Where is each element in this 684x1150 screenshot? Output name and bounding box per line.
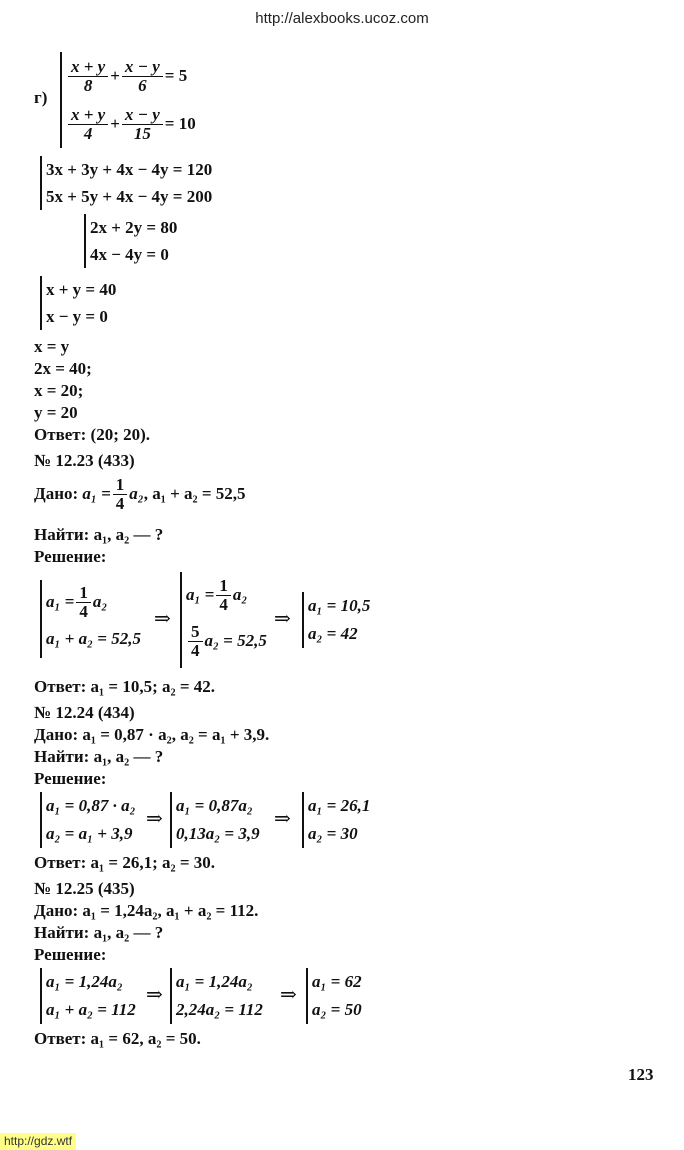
page-number: 123	[628, 1065, 654, 1084]
answer: Ответ: a₁ = 26,1; a₂ = 30.	[34, 853, 216, 872]
site-url: http://alexbooks.ucoz.com	[255, 10, 429, 27]
system-1-row-2: $\frac{x + y}{4}$ + $\frac{x - y}{15}$ = 10	[66, 100, 196, 148]
implies-arrow: ⇒	[274, 608, 291, 630]
system-row: 3x + 3y + 4x − 4y = 120	[46, 160, 213, 179]
answer: Ответ: a₁ = 10,5; a₂ = 42.	[34, 677, 216, 696]
part-label: г)	[34, 88, 48, 107]
given-term: a₂	[129, 484, 144, 503]
find-line: Найти: a₁, a₂ — ?	[34, 923, 164, 942]
equation-lhs: a₁ =	[46, 592, 75, 611]
fraction-numerator: 5	[188, 623, 203, 642]
problem-title: № 12.24 (434)	[34, 703, 135, 722]
implies-arrow: ⇒	[146, 808, 163, 830]
system-1-row-1: $\frac{x + y}{8}$ + $\frac{x - y}{6}$ = 5	[66, 52, 196, 100]
solution-line: x = 20;	[34, 381, 84, 400]
fraction-numerator: x + y	[68, 58, 108, 77]
given-line	[34, 472, 246, 516]
implies-arrow: ⇒	[154, 608, 171, 630]
system-row: x + y = 40	[46, 280, 117, 299]
system-1224-2	[170, 792, 260, 848]
system-row: 0,13a₂ = 3,9	[176, 824, 260, 843]
equation-term: a₂	[232, 585, 248, 604]
fraction-denominator: 6	[138, 75, 147, 95]
fraction-numerator: 1	[76, 584, 91, 603]
system-row: a₂ = 50	[312, 1000, 362, 1019]
solution-label: Решение:	[34, 547, 107, 566]
find-line: Найти: a₁, a₂ — ?	[34, 747, 164, 766]
watermark-link[interactable]: http://gdz.wtf	[0, 1133, 76, 1150]
system-row: a₂ = 42	[308, 624, 358, 643]
fraction-numerator: x − y	[122, 106, 163, 125]
system-row: a₁ + a₂ = 52,5	[46, 629, 141, 648]
given-label: Дано:	[34, 484, 79, 503]
fraction-numerator: 1	[216, 577, 231, 596]
system-row: a₁ = 1,24a₂	[46, 972, 123, 991]
solution-line: y = 20	[34, 403, 78, 422]
system-row: a₁ = 26,1	[308, 796, 371, 815]
system-1223-3	[302, 592, 370, 648]
equation-lhs: a₁ =	[186, 585, 215, 604]
fraction-denominator: 8	[83, 75, 93, 95]
system-4	[40, 276, 116, 330]
system-row: x − y = 0	[46, 307, 108, 326]
given-line: Дано: a₁ = 0,87 · a₂, a₂ = a₁ + 3,9.	[34, 725, 270, 744]
system-row: 2x + 2y = 80	[90, 218, 178, 237]
equation-rhs: = 10	[164, 114, 196, 133]
fraction-numerator: 1	[113, 476, 128, 495]
system-1225-3	[306, 968, 362, 1024]
system-1224-3	[302, 792, 370, 848]
system-row: 4x − 4y = 0	[90, 245, 169, 264]
system-row: a₁ + a₂ = 112	[46, 1000, 136, 1019]
system-1223-2	[180, 572, 267, 668]
system-1	[60, 52, 196, 148]
system-1225-2	[170, 968, 263, 1024]
system-row: 5x + 5y + 4x − 4y = 200	[46, 187, 213, 206]
system-1225-1	[40, 968, 136, 1024]
problem-title: № 12.23 (433)	[34, 451, 135, 470]
fraction-denominator: 4	[115, 493, 125, 513]
system-row	[46, 580, 141, 624]
fraction-numerator: x + y	[68, 106, 108, 125]
system-2	[40, 156, 212, 210]
fraction-denominator: 4	[79, 601, 88, 621]
system-1224-1	[40, 792, 136, 848]
fraction-numerator: x − y	[122, 58, 163, 77]
system-3	[84, 214, 177, 268]
answer: Ответ: a₁ = 62, a₂ = 50.	[34, 1029, 201, 1048]
system-row: a₁ = 0,87 · a₂	[46, 796, 136, 815]
equation-term: a₂	[92, 592, 108, 611]
solution-label: Решение:	[34, 769, 107, 788]
find-line: Найти: a₁, a₂ — ?	[34, 525, 164, 544]
system-row: a₁ = 1,24a₂	[176, 972, 253, 991]
system-row: a₂ = 30	[308, 824, 358, 843]
system-row	[186, 572, 267, 618]
given-lhs: a₁ =	[82, 484, 111, 503]
fraction-denominator: 4	[219, 594, 228, 614]
system-1223-1	[40, 580, 141, 658]
system-row: a₂ = a₁ + 3,9	[46, 824, 133, 843]
system-row: a₁ = 62	[312, 972, 362, 991]
problem-title: № 12.25 (435)	[34, 879, 135, 898]
answer: Ответ: (20; 20).	[34, 425, 151, 444]
solution-label: Решение:	[34, 945, 107, 964]
fraction-denominator: 4	[191, 640, 200, 660]
fraction-denominator: 15	[133, 123, 151, 143]
given-line: Дано: a₁ = 1,24a₂, a₁ + a₂ = 112.	[34, 901, 259, 920]
solution-line: 2x = 40;	[34, 359, 92, 378]
system-row	[186, 618, 267, 664]
solution-line: x = y	[34, 337, 70, 356]
system-row: a₁ = 10,5	[308, 596, 371, 615]
implies-arrow: ⇒	[146, 984, 163, 1006]
equation-rhs: = 5	[164, 66, 188, 85]
fraction-denominator: 4	[83, 123, 93, 143]
implies-arrow: ⇒	[274, 808, 291, 830]
equation-rest: a₂ = 52,5	[204, 631, 267, 650]
implies-arrow: ⇒	[280, 984, 297, 1006]
system-row: a₁ = 0,87a₂	[176, 796, 253, 815]
given-rest: , a₁ + a₂ = 52,5	[143, 484, 246, 503]
system-row: 2,24a₂ = 112	[176, 1000, 263, 1019]
